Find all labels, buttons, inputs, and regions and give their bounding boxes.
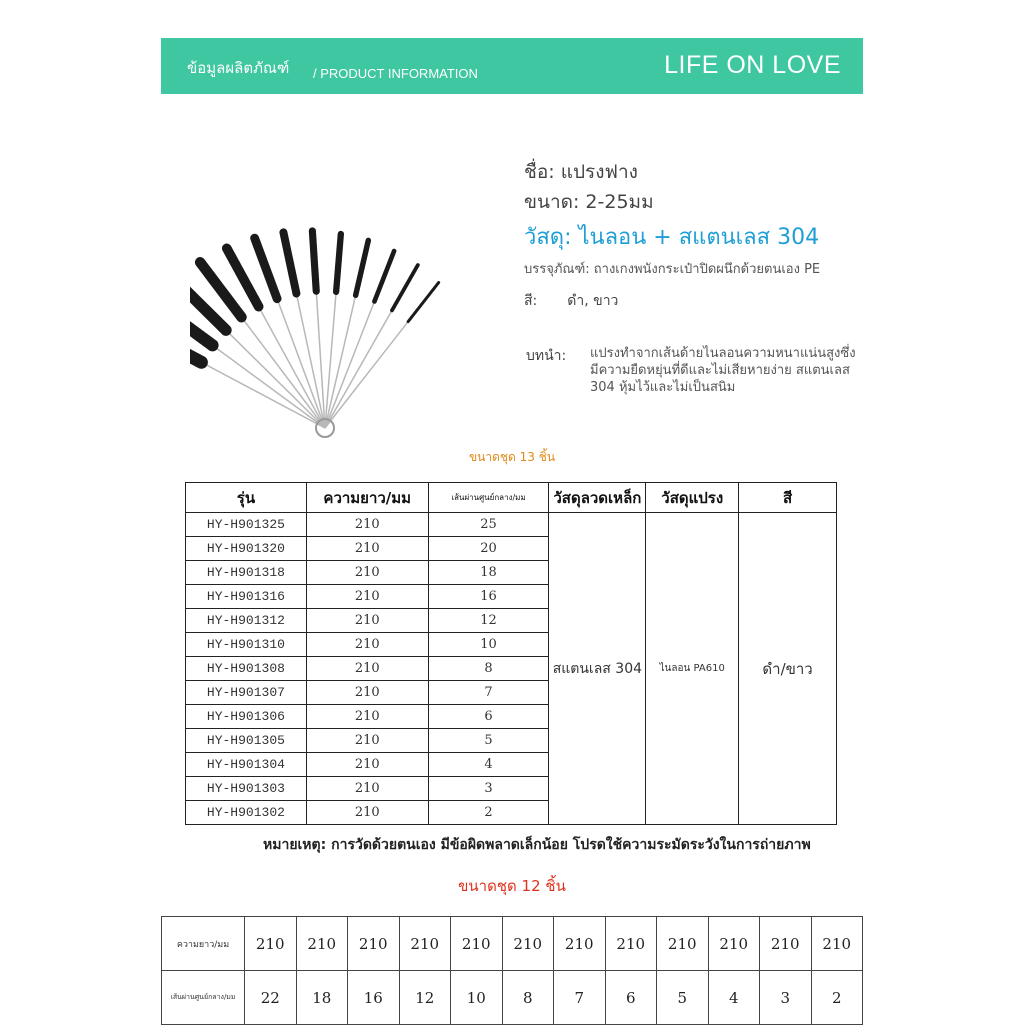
- set12-length-cell: 210: [708, 917, 760, 971]
- brush-material-cell: ไนลอน PA610: [646, 513, 739, 825]
- header-thai-title: ข้อมูลผลิตภัณฑ์: [187, 59, 290, 77]
- color-value: ดำ, ขาว: [567, 293, 619, 309]
- set12-length-cell: 210: [657, 917, 709, 971]
- model-cell: HY-H901305: [186, 729, 307, 753]
- diameter-cell: 6: [428, 705, 549, 729]
- set12-length-cell: 210: [554, 917, 606, 971]
- model-cell: HY-H901306: [186, 705, 307, 729]
- set12-diameter-label: เส้นผ่านศูนย์กลาง/มม: [162, 971, 245, 1025]
- model-cell: HY-H901307: [186, 681, 307, 705]
- brush-bristles: [255, 238, 277, 299]
- model-cell: HY-H901304: [186, 753, 307, 777]
- length-cell: 210: [306, 633, 428, 657]
- set12-diameter-cell: 8: [502, 971, 554, 1025]
- product-material: วัสดุ: ไนลอน + สแตนเลส 304: [524, 225, 820, 250]
- product-color: [524, 290, 618, 312]
- header-color: สี: [739, 483, 837, 513]
- set12-length-cell: 210: [348, 917, 400, 971]
- set12-title: ขนาดชุด 12 ชิ้น: [458, 877, 566, 895]
- diameter-cell: 2: [428, 801, 549, 825]
- set12-diameter-cell: 3: [760, 971, 812, 1025]
- set12-length-cell: 210: [760, 917, 812, 971]
- set13-header-row: [186, 483, 837, 513]
- intro-text: แปรงทำจากเส้นด้ายไนลอนความหนาแน่นสูงซึ่งมีความยืดหยุ่นที่ดีและไม่เสียหายง่าย สแตนเลส 304 หุ้มไว้และไม่เป็นสนิม: [590, 346, 856, 395]
- model-cell: HY-H901325: [186, 513, 307, 537]
- brush-bristles: [374, 251, 394, 301]
- brush-bristles: [408, 282, 439, 321]
- brush-bristles: [283, 232, 296, 293]
- diameter-cell: 16: [428, 585, 549, 609]
- product-package: บรรจุภัณฑ์: ถางเกงพนังกระเป๋าปิดผนึกด้วยตนเอง PE: [524, 262, 821, 277]
- brush-bristles: [392, 265, 418, 310]
- set12-length-cell: 210: [811, 917, 863, 971]
- set12-length-cell: 210: [245, 917, 297, 971]
- length-cell: 210: [306, 513, 428, 537]
- diameter-cell: 25: [428, 513, 549, 537]
- diameter-cell: 8: [428, 657, 549, 681]
- model-cell: HY-H901308: [186, 657, 307, 681]
- set12-length-cell: 210: [451, 917, 503, 971]
- diameter-cell: 5: [428, 729, 549, 753]
- table-row: [186, 513, 837, 537]
- length-cell: 210: [306, 753, 428, 777]
- intro-label: บทนำ:: [526, 348, 567, 364]
- model-cell: HY-H901316: [186, 585, 307, 609]
- set12-diameter-cell: 10: [451, 971, 503, 1025]
- model-cell: HY-H901303: [186, 777, 307, 801]
- set12-length-cell: 210: [296, 917, 348, 971]
- brand-name: LIFE ON LOVE: [664, 51, 841, 79]
- color-cell: ดำ/ขาว: [739, 513, 837, 825]
- diameter-cell: 3: [428, 777, 549, 801]
- set12-diameter-cell: 2: [811, 971, 863, 1025]
- model-cell: HY-H901310: [186, 633, 307, 657]
- set12-diameter-cell: 5: [657, 971, 709, 1025]
- length-cell: 210: [306, 681, 428, 705]
- length-cell: 210: [306, 537, 428, 561]
- brush-set-image: [190, 190, 490, 450]
- set12-length-label: ความยาว/มม: [162, 917, 245, 971]
- wire-material-cell: สแตนเลส 304: [549, 513, 646, 825]
- header-banner: [161, 38, 863, 94]
- brush-bristles: [336, 234, 341, 292]
- set12-diameter-cell: 16: [348, 971, 400, 1025]
- set13-table: [185, 482, 837, 825]
- set12-diameter-cell: 18: [296, 971, 348, 1025]
- set12-length-cell: 210: [502, 917, 554, 971]
- diameter-cell: 18: [428, 561, 549, 585]
- brush-bristles: [312, 231, 316, 291]
- length-cell: 210: [306, 561, 428, 585]
- length-cell: 210: [306, 705, 428, 729]
- diameter-cell: 10: [428, 633, 549, 657]
- header-english-title: / PRODUCT INFORMATION: [313, 66, 478, 81]
- header-model: รุ่น: [186, 483, 307, 513]
- length-cell: 210: [306, 657, 428, 681]
- header-length: ความยาว/มม: [306, 483, 428, 513]
- model-cell: HY-H901312: [186, 609, 307, 633]
- length-cell: 210: [306, 729, 428, 753]
- length-cell: 210: [306, 585, 428, 609]
- model-cell: HY-H901320: [186, 537, 307, 561]
- diameter-cell: 20: [428, 537, 549, 561]
- length-cell: 210: [306, 801, 428, 825]
- model-cell: HY-H901318: [186, 561, 307, 585]
- set12-diameter-cell: 6: [605, 971, 657, 1025]
- set12-table: [161, 916, 863, 1025]
- diameter-cell: 7: [428, 681, 549, 705]
- diameter-cell: 4: [428, 753, 549, 777]
- header-brush-material: วัสดุแปรง: [646, 483, 739, 513]
- set12-length-cell: 210: [399, 917, 451, 971]
- length-cell: 210: [306, 777, 428, 801]
- product-size: ขนาด: 2-25มม: [524, 191, 654, 213]
- length-cell: 210: [306, 609, 428, 633]
- product-name: ชื่อ: แปรงฟาง: [524, 161, 638, 183]
- header-wire-material: วัสดุลวดเหล็ก: [549, 483, 646, 513]
- set12-diameter-cell: 7: [554, 971, 606, 1025]
- header-diameter: เส้นผ่านศูนย์กลาง/มม: [428, 483, 549, 513]
- measurement-note: หมายเหตุ: การวัดด้วยตนเอง มีข้อผิดพลาดเล็กน้อย โปรดใช้ความระมัดระวังในการถ่ายภาพ: [263, 837, 811, 853]
- set13-title: ขนาดชุด 13 ชิ้น: [468, 450, 556, 464]
- set12-diameter-row: [162, 971, 863, 1025]
- brush-bristles: [356, 240, 369, 295]
- set12-length-row: [162, 917, 863, 971]
- model-cell: HY-H901302: [186, 801, 307, 825]
- diameter-cell: 12: [428, 609, 549, 633]
- set12-length-cell: 210: [605, 917, 657, 971]
- color-label: สี:: [524, 293, 538, 309]
- set12-diameter-cell: 22: [245, 971, 297, 1025]
- set12-diameter-cell: 4: [708, 971, 760, 1025]
- set12-diameter-cell: 12: [399, 971, 451, 1025]
